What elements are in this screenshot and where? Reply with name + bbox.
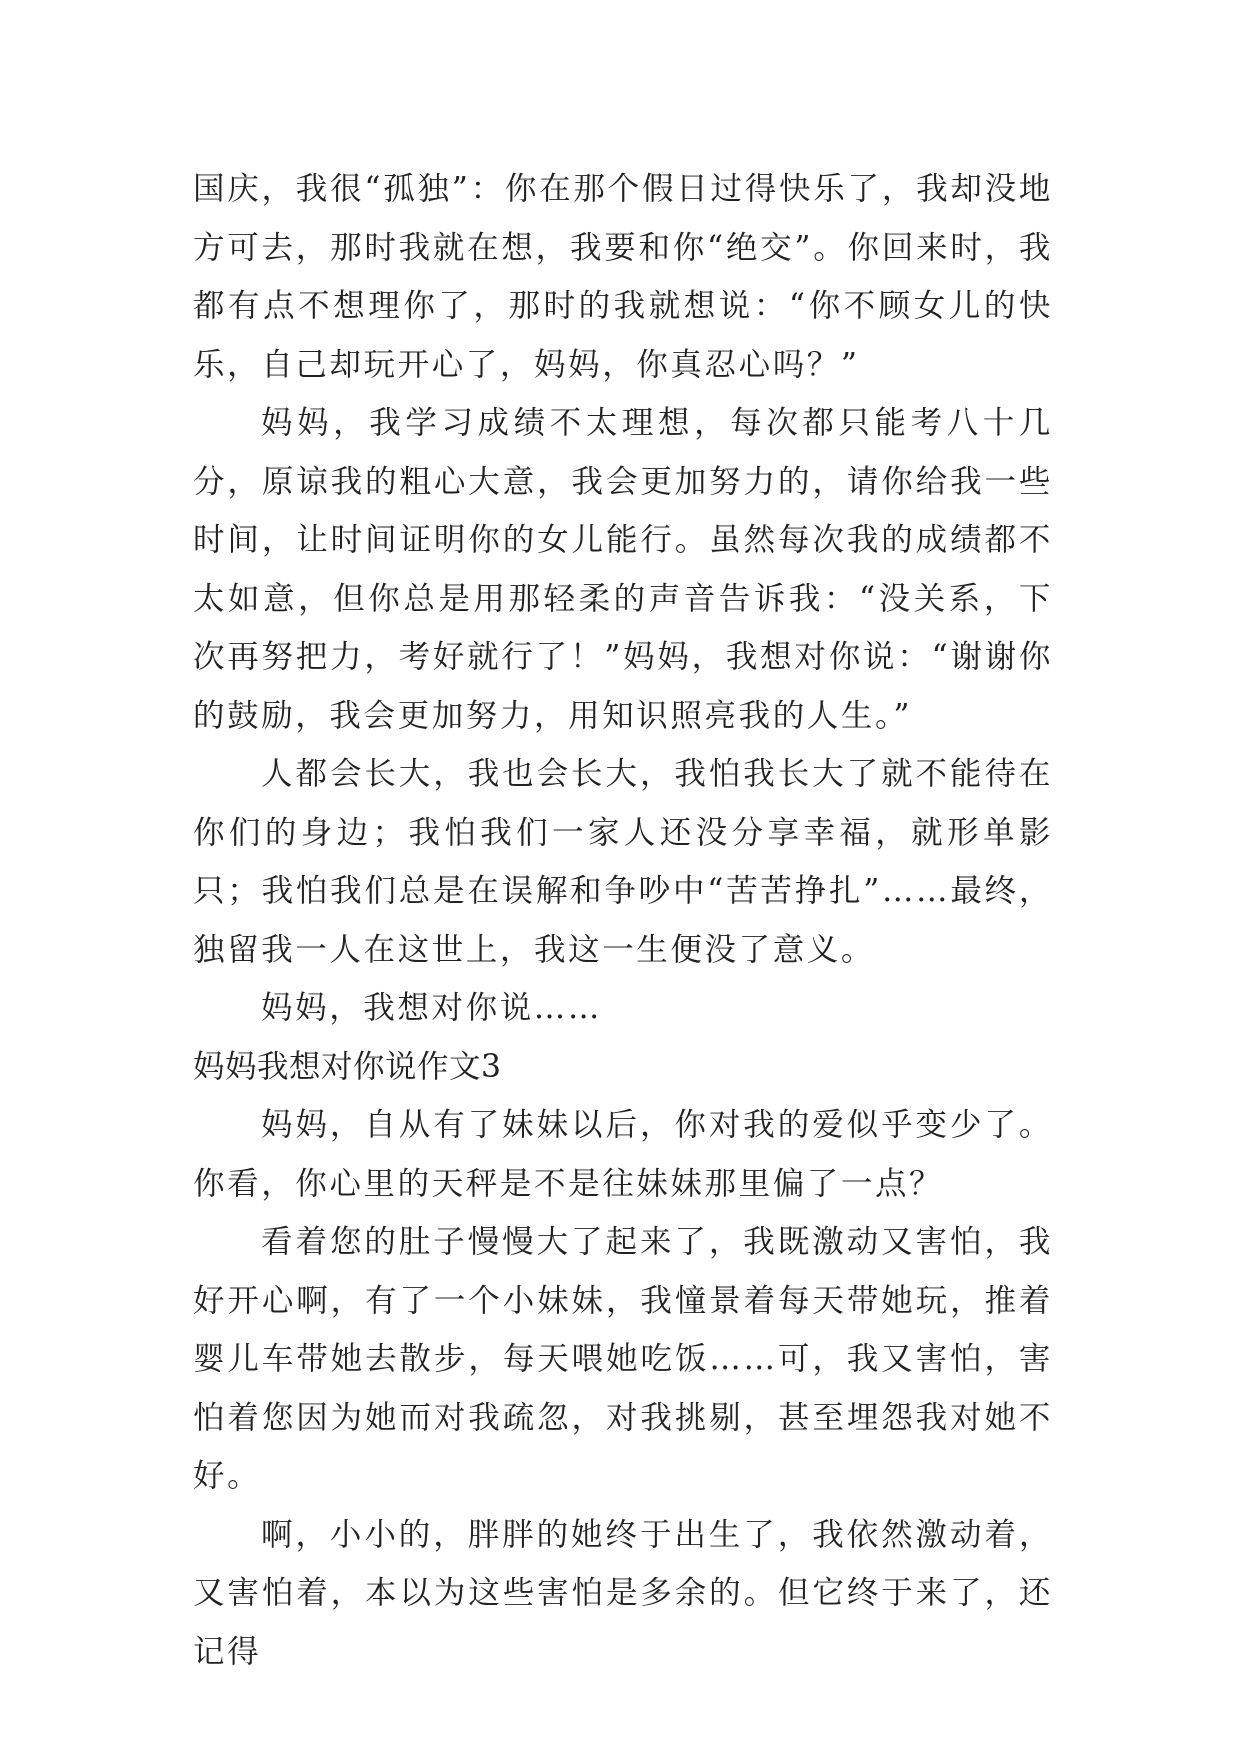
paragraph-continuation: 国庆，我很“孤独”：你在那个假日过得快乐了，我却没地方可去，那时我就在想，我要和你“绝交”。你回来时，我都有点不想理你了，那时的我就想说：“你不顾女儿的快乐，自己却玩开心了，妈妈，你真忍心吗？” <box>193 171 1053 383</box>
paragraph: 看着您的肚子慢慢大了起来了，我既激动又害怕，我好开心啊，有了一个小妹妹，我憧景着每天带她玩，推着婴儿车带她去散步，每天喂她吃饭……可，我又害怕，害怕着您因为她而对我疏忽，对我挑剔，甚至埋怨我对她不好。 <box>193 1224 1053 1494</box>
paragraph: 人都会长大，我也会长大，我怕我长大了就不能待在你们的身边；我怕我们一家人还没分享幸福，就形单影只；我怕我们总是在误解和争吵中“苦苦挣扎”……最终，独留我一人在这世上，我这一生便没了意义。 <box>193 756 1053 968</box>
paragraph: 妈妈，我想对你说…… <box>261 990 603 1026</box>
paragraph: 妈妈，自从有了妹妹以后，你对我的爱似乎变少了。你看，你心里的天秤是不是往妹妹那里偏了一点？ <box>193 1107 1053 1202</box>
paragraph: 妈妈，我学习成绩不太理想，每次都只能考八十几分，原谅我的粗心大意，我会更加努力的，请你给我一些时间，让时间证明你的女儿能行。虽然每次我的成绩都不太如意，但你总是用那轻柔的声音告诉我：“没关系，下次再努把力，考好就行了！”妈妈，我想对你说：“谢谢你的鼓励，我会更加努力，用知识照亮我的人生。” <box>193 405 1053 734</box>
paragraph: 啊，小小的，胖胖的她终于出生了，我依然激动着，又害怕着，本以为这些害怕是多余的。但它终于来了，还记得 <box>193 1516 1053 1670</box>
section-title: 妈妈我想对你说作文3 <box>193 1048 502 1085</box>
document-body <box>193 160 1053 1681</box>
